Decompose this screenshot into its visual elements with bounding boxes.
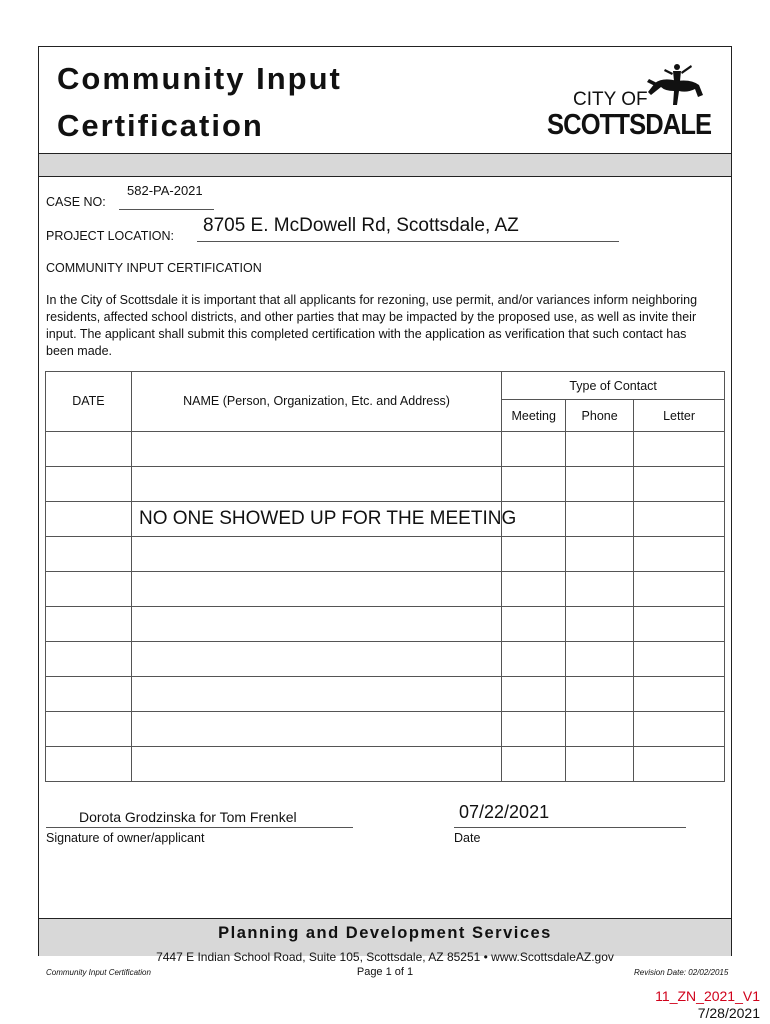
date-cell[interactable] [46,607,132,642]
letter-cell[interactable] [634,537,725,572]
table-row [46,747,725,782]
letter-cell[interactable] [634,432,725,467]
date-field[interactable] [454,801,686,828]
name-cell[interactable] [131,572,501,607]
no-attendees-note: NO ONE SHOWED UP FOR THE MEETING [139,508,517,529]
meeting-cell[interactable] [502,572,566,607]
project-location-label: PROJECT LOCATION: [46,229,175,243]
footer-form-name: Community Input Certification [46,968,151,977]
letter-cell[interactable] [634,572,725,607]
phone-cell[interactable] [566,432,634,467]
stamp-code: 11_ZN_2021_V1 [655,988,760,1004]
letter-cell[interactable] [634,747,725,782]
header-divider-band [39,153,731,177]
meeting-cell[interactable] [502,432,566,467]
date-cell[interactable] [46,642,132,677]
letter-cell[interactable] [634,712,725,747]
signature-field[interactable] [46,805,353,828]
header-name: NAME (Person, Organization, Etc. and Address) [131,372,501,432]
header-date: DATE [46,372,132,432]
section-heading: COMMUNITY INPUT CERTIFICATION [46,261,262,275]
name-cell[interactable] [131,642,501,677]
table-row [46,537,725,572]
logo-scottsdale: SCOTTSDALE [547,109,712,141]
letter-cell[interactable] [634,642,725,677]
header-meeting: Meeting [502,400,566,432]
table-row [46,607,725,642]
title-line-1: Community Input [57,61,342,96]
city-logo [545,61,715,149]
date-cell[interactable] [46,432,132,467]
letter-cell[interactable] [634,677,725,712]
header-phone: Phone [566,400,634,432]
certification-form [38,46,732,964]
meeting-cell[interactable] [502,607,566,642]
header-letter: Letter [634,400,725,432]
phone-cell[interactable] [566,572,634,607]
letter-cell[interactable] [634,502,725,537]
revision-date: Revision Date: 02/02/2015 [634,968,729,977]
table-row [46,432,725,467]
contact-log-table [45,371,725,782]
phone-cell[interactable] [566,642,634,677]
stamp-date: 7/28/2021 [697,1005,760,1021]
table-row [46,467,725,502]
project-location-value: 8705 E. McDowell Rd, Scottsdale, AZ [203,215,519,236]
name-cell[interactable] [131,537,501,572]
name-cell[interactable] [131,747,501,782]
letter-cell[interactable] [634,467,725,502]
phone-cell[interactable] [566,607,634,642]
table-row [46,642,725,677]
name-cell[interactable] [131,467,501,502]
phone-cell[interactable] [566,747,634,782]
project-location-field[interactable] [197,213,619,242]
date-cell[interactable] [46,677,132,712]
date-cell[interactable] [46,712,132,747]
date-cell[interactable] [46,537,132,572]
header-type-of-contact: Type of Contact [502,372,725,400]
date-cell[interactable] [46,747,132,782]
instructions-paragraph: In the City of Scottsdale it is important that all applicants for rezoning, use permit, and/or variances inform neighboring residents, affected school districts, and other parties that may be impacted by the proposed use, as well as invite their input. The applicant shall submit this completed certification with the application as verification that such contact has been made. [46,293,698,358]
name-cell[interactable] [131,607,501,642]
phone-cell[interactable] [566,677,634,712]
phone-cell[interactable] [566,712,634,747]
date-cell[interactable] [46,572,132,607]
page-number: Page 1 of 1 [356,966,414,978]
case-no-field[interactable] [119,183,214,210]
meeting-cell[interactable] [502,712,566,747]
phone-cell[interactable] [566,467,634,502]
department-address: 7447 E Indian School Road, Suite 105, Scottsdale, AZ 85251 • www.ScottsdaleAZ.gov [156,950,614,964]
form-title [57,55,342,149]
meeting-cell[interactable] [502,747,566,782]
meeting-cell[interactable] [502,467,566,502]
meeting-cell[interactable] [502,642,566,677]
title-line-2: Certification [57,108,264,143]
date-cell[interactable] [46,467,132,502]
table-row [46,572,725,607]
letter-cell[interactable] [634,607,725,642]
name-cell[interactable] [131,432,501,467]
date-value: 07/22/2021 [459,802,550,822]
signature-value: Dorota Grodzinska for Tom Frenkel [79,809,297,825]
meeting-cell[interactable] [502,537,566,572]
phone-cell[interactable] [566,537,634,572]
meeting-cell[interactable] [502,677,566,712]
phone-cell[interactable] [566,502,634,537]
name-cell[interactable] [131,712,501,747]
bronco-rider-icon [643,61,713,111]
date-cell[interactable] [46,502,132,537]
logo-city-of: CITY OF [573,89,648,110]
case-no-value: 582-PA-2021 [127,183,203,198]
date-label: Date [454,831,481,845]
department-name: Planning and Development Services [218,924,552,942]
case-no-label: CASE NO: [46,195,106,209]
table-row [46,712,725,747]
name-cell[interactable] [131,677,501,712]
table-row [46,677,725,712]
signature-label: Signature of owner/applicant [46,831,205,845]
